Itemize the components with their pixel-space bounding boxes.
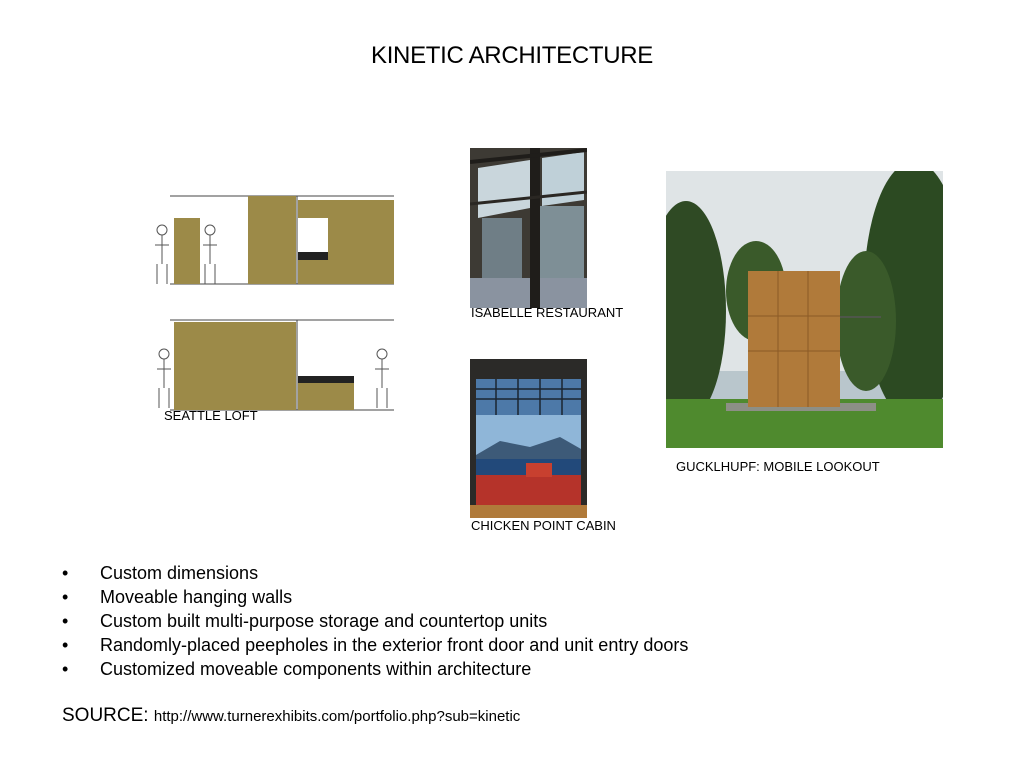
chicken-point-cabin-caption: CHICKEN POINT CABIN — [471, 518, 616, 533]
list-item: • Custom built multi-purpose storage and countertop units — [62, 611, 548, 631]
list-item: • Custom dimensions — [62, 563, 259, 583]
chicken-point-cabin-photo — [470, 359, 587, 518]
source-line — [62, 705, 520, 727]
source-label: SOURCE: — [62, 705, 149, 726]
seattle-loft-caption: SEATTLE LOFT — [164, 408, 258, 423]
seattle-loft-sketch — [152, 190, 400, 416]
feature-list — [62, 561, 688, 681]
list-item: • Customized moveable components within architecture — [62, 659, 532, 679]
list-item: • Randomly-placed peepholes in the exterior front door and unit entry doors — [62, 635, 689, 655]
source-url[interactable]: http://www.turnerexhibits.com/portfolio.php?sub=kinetic — [153, 708, 521, 725]
gucklhupf-photo — [666, 171, 943, 448]
list-item: • Moveable hanging walls — [62, 587, 293, 607]
isabelle-restaurant-photo — [470, 148, 587, 308]
isabelle-restaurant-caption: ISABELLE RESTAURANT — [471, 305, 624, 320]
slide-title: KINETIC ARCHITECTURE — [370, 42, 654, 69]
gucklhupf-caption: GUCKLHUPF: MOBILE LOOKOUT — [676, 459, 880, 474]
